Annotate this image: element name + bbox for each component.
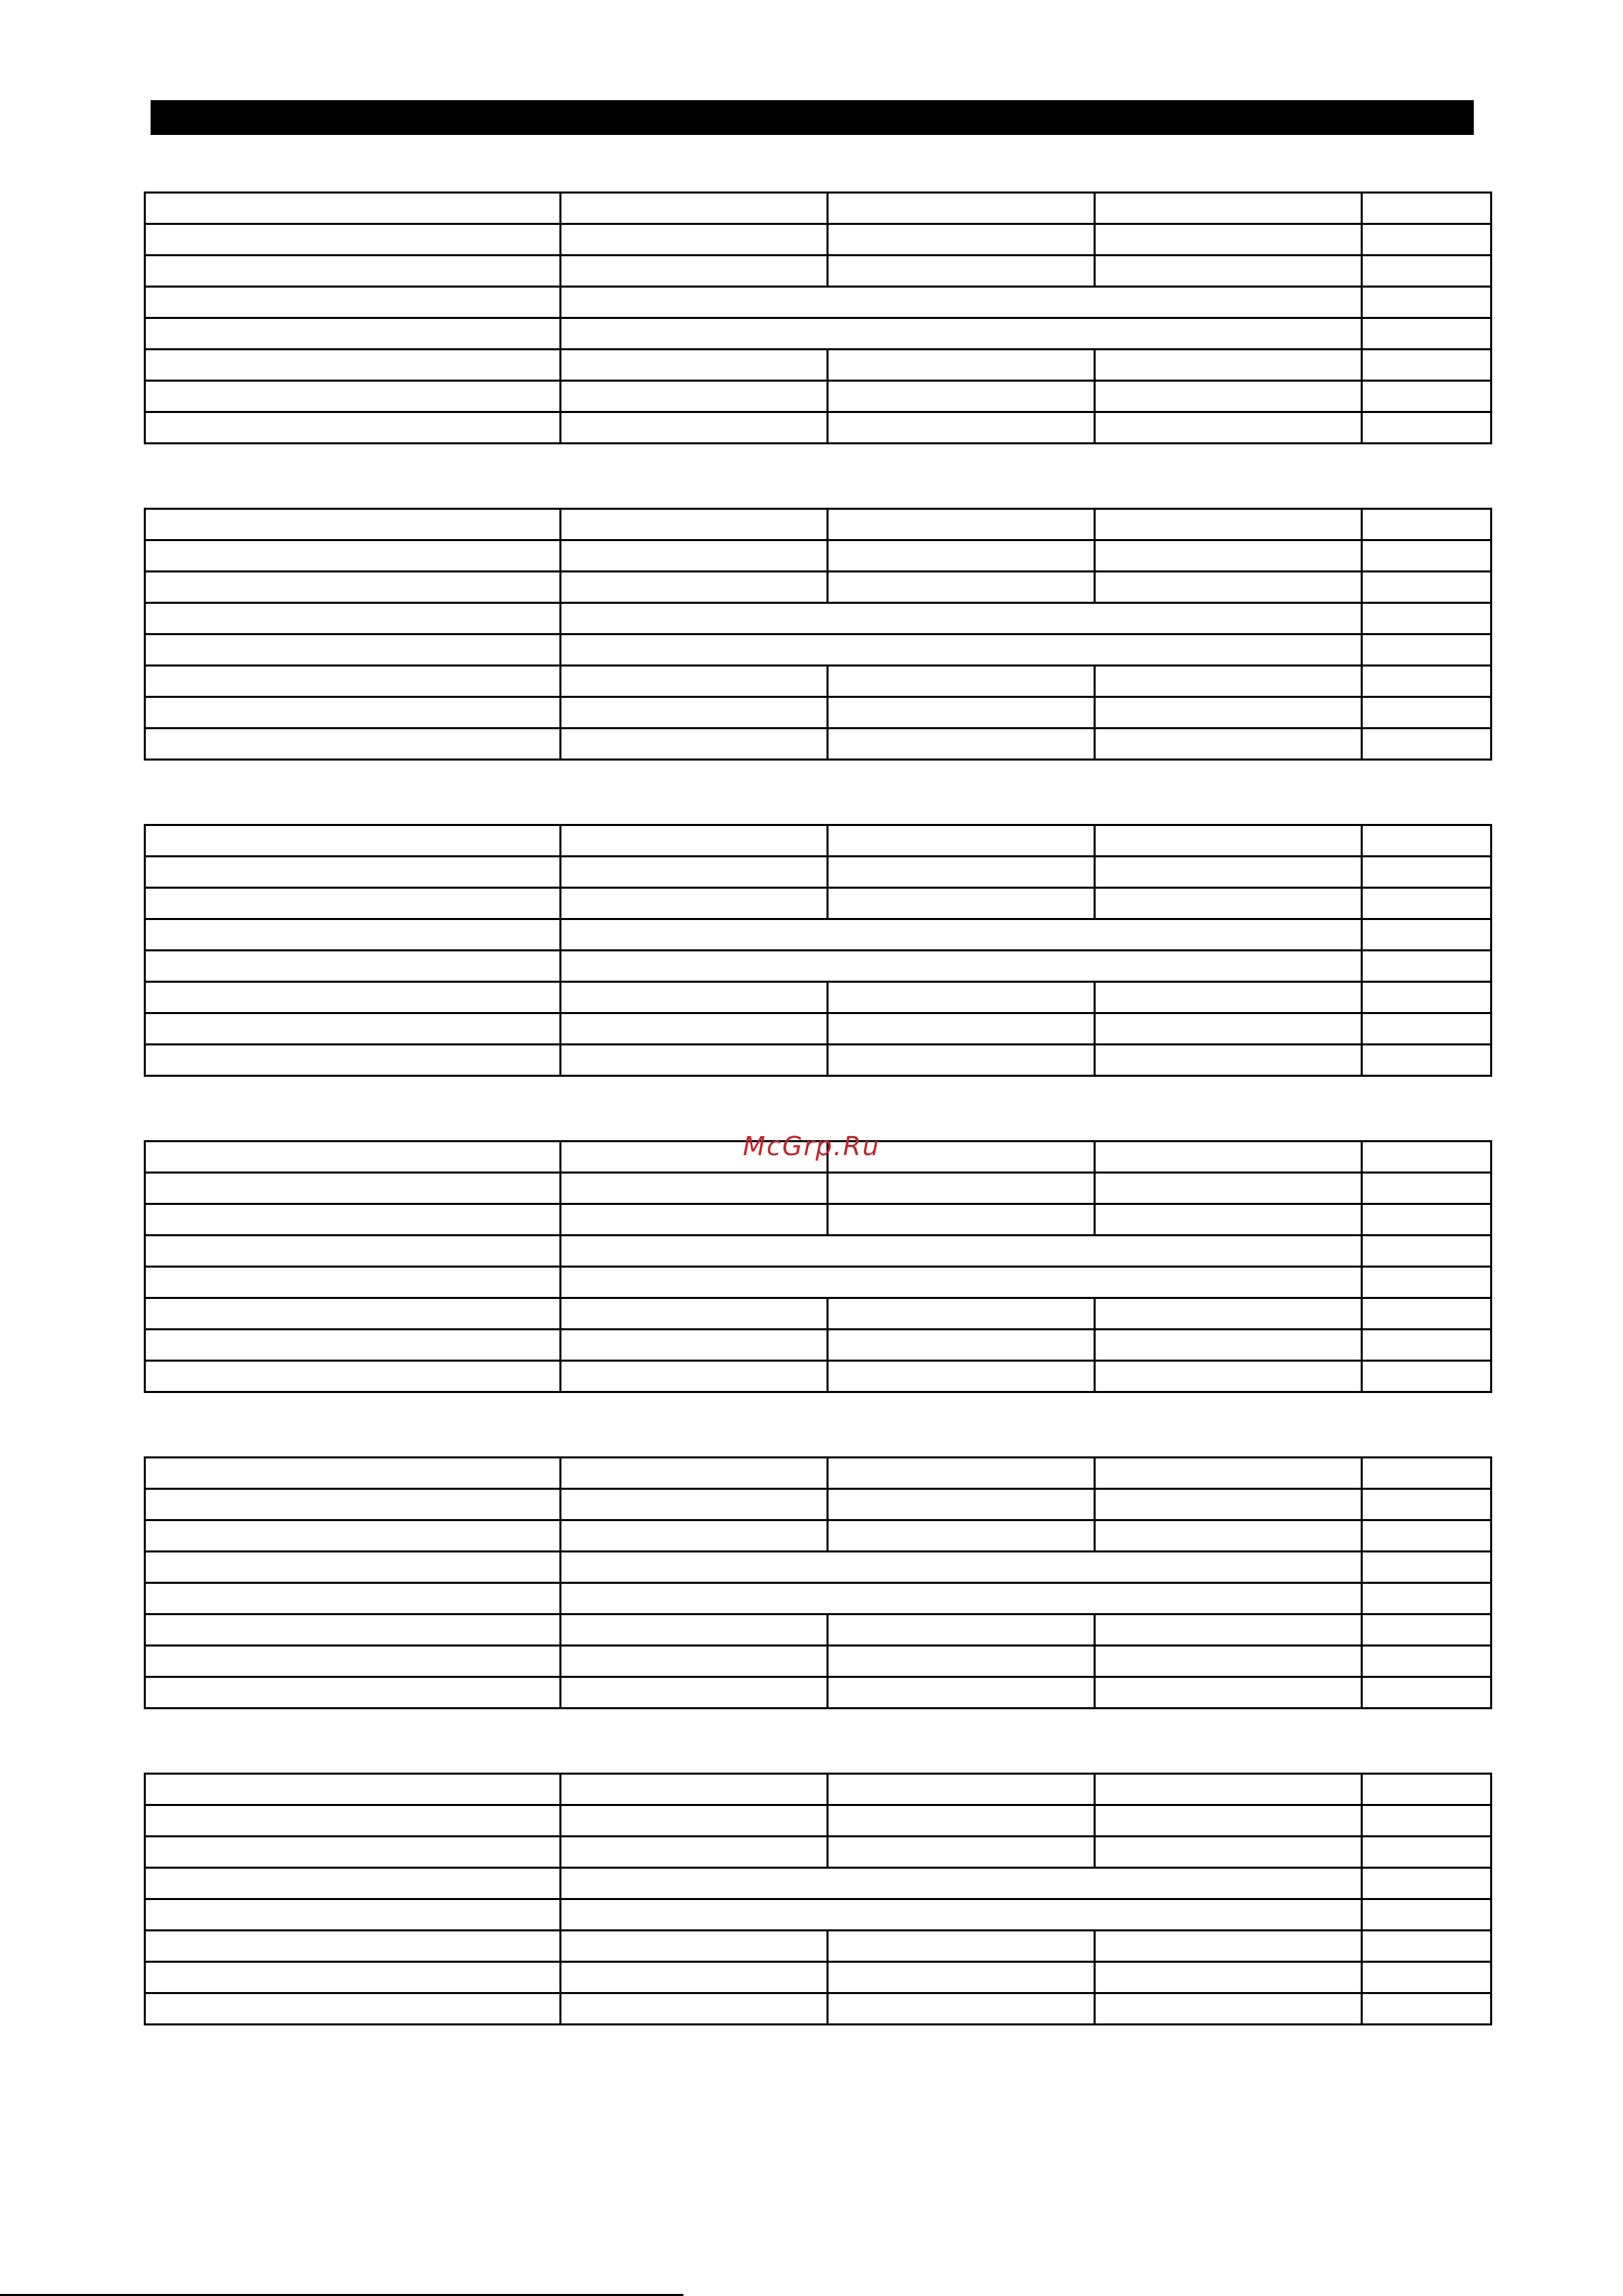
table-row: [145, 318, 1491, 350]
table-cell: [828, 509, 1095, 540]
table-cell: [1362, 1045, 1491, 1076]
table-cell: [1095, 193, 1362, 224]
table-cell: [561, 1173, 828, 1204]
table-row: [145, 1045, 1491, 1076]
table-cell: [828, 1993, 1095, 2025]
table-cell: [1095, 1677, 1362, 1709]
table-cell: [1095, 825, 1362, 857]
table-cell: [1362, 1614, 1491, 1646]
table-cell: [561, 1899, 1362, 1931]
table-row: [145, 1646, 1491, 1677]
table-row: [145, 1614, 1491, 1646]
table-row: [145, 1993, 1491, 2025]
table-cell: [561, 1489, 828, 1520]
table-cell: [145, 1677, 561, 1709]
table-cell: [561, 540, 828, 572]
table-cell: [1095, 1489, 1362, 1520]
table-cell: [145, 888, 561, 919]
table-row: [145, 1962, 1491, 1993]
table-cell: [145, 381, 561, 412]
table-cell: [1095, 540, 1362, 572]
table-row: [145, 1868, 1491, 1899]
table-cell: [1095, 1173, 1362, 1204]
table-cell: [561, 1458, 828, 1489]
table-cell: [561, 825, 828, 857]
table-cell: [561, 634, 1362, 666]
table-cell: [1362, 287, 1491, 318]
table-cell: [828, 256, 1095, 287]
table-cell: [1362, 1677, 1491, 1709]
table-row: [145, 1173, 1491, 1204]
table-cell: [1095, 1646, 1362, 1677]
table-cell: [828, 193, 1095, 224]
table-cell: [561, 412, 828, 444]
table-cell: [1362, 1173, 1491, 1204]
table-row: [145, 1552, 1491, 1583]
table-cell: [561, 951, 1362, 982]
table-cell: [561, 1868, 1362, 1899]
table-cell: [561, 193, 828, 224]
table-cell: [828, 1805, 1095, 1837]
table-cell: [145, 572, 561, 603]
table-cell: [145, 919, 561, 951]
table-row: [145, 224, 1491, 256]
table-cell: [1362, 1458, 1491, 1489]
table-cell: [828, 1677, 1095, 1709]
table-cell: [828, 1931, 1095, 1962]
table-row: [145, 1931, 1491, 1962]
table-cell: [1095, 1013, 1362, 1045]
table-cell: [1095, 857, 1362, 888]
table-cell: [145, 729, 561, 760]
watermark-text: McGrp.Ru: [743, 1131, 880, 1161]
table-cell: [145, 825, 561, 857]
table-cell: [1362, 1330, 1491, 1361]
table-row: [145, 888, 1491, 919]
table-row: [145, 634, 1491, 666]
table-cell: [1362, 1899, 1491, 1931]
table-cell: [561, 256, 828, 287]
table-cell: [561, 350, 828, 381]
table-cell: [828, 729, 1095, 760]
table-cell: [1362, 412, 1491, 444]
table-cell: [1362, 1236, 1491, 1267]
table-cell: [145, 1361, 561, 1392]
table-cell: [828, 572, 1095, 603]
table-cell: [145, 634, 561, 666]
table-cell: [561, 982, 828, 1013]
table-cell: [828, 381, 1095, 412]
table-cell: [561, 1267, 1362, 1298]
table-cell: [145, 857, 561, 888]
table-row: [145, 381, 1491, 412]
table-cell: [1362, 697, 1491, 729]
table-cell: [1362, 1489, 1491, 1520]
table-cell: [1095, 666, 1362, 697]
table-row: [145, 256, 1491, 287]
table-cell: [1095, 1458, 1362, 1489]
table-cell: [561, 1520, 828, 1552]
table-cell: [1362, 982, 1491, 1013]
table-cell: [828, 1013, 1095, 1045]
table-row: [145, 919, 1491, 951]
table-cell: [828, 1361, 1095, 1392]
spec-table: [144, 824, 1492, 1077]
table-cell: [828, 1520, 1095, 1552]
table-cell: [1362, 540, 1491, 572]
table-cell: [561, 1298, 828, 1330]
table-cell: [1095, 1330, 1362, 1361]
table-cell: [561, 1045, 828, 1076]
table-cell: [561, 1993, 828, 2025]
table-cell: [145, 1013, 561, 1045]
table-cell: [145, 1520, 561, 1552]
table-cell: [145, 193, 561, 224]
table-cell: [1362, 888, 1491, 919]
table-cell: [145, 1330, 561, 1361]
table-cell: [145, 1931, 561, 1962]
table-cell: [1095, 350, 1362, 381]
table-cell: [1362, 666, 1491, 697]
table-cell: [1362, 224, 1491, 256]
table-cell: [561, 697, 828, 729]
table-cell: [1095, 697, 1362, 729]
table-cell: [828, 1298, 1095, 1330]
table-row: [145, 1267, 1491, 1298]
table-cell: [1095, 1774, 1362, 1805]
table-cell: [561, 1204, 828, 1236]
table-cell: [145, 1993, 561, 2025]
table-cell: [828, 857, 1095, 888]
table-cell: [1362, 1583, 1491, 1614]
table-row: [145, 572, 1491, 603]
table-cell: [561, 1330, 828, 1361]
table-cell: [1362, 1774, 1491, 1805]
table-row: [145, 509, 1491, 540]
table-cell: [145, 287, 561, 318]
table-row: [145, 857, 1491, 888]
table-cell: [1362, 825, 1491, 857]
table-row: [145, 1489, 1491, 1520]
table-cell: [561, 224, 828, 256]
table-cell: [1095, 1805, 1362, 1837]
table-cell: [828, 888, 1095, 919]
table-cell: [145, 509, 561, 540]
table-cell: [1362, 919, 1491, 951]
table-cell: [561, 857, 828, 888]
table-cell: [145, 697, 561, 729]
table-row: [145, 697, 1491, 729]
table-cell: [1362, 1646, 1491, 1677]
table-row: [145, 1583, 1491, 1614]
table-cell: [145, 1868, 561, 1899]
spec-table: [144, 1456, 1492, 1709]
table-cell: [1095, 1993, 1362, 2025]
table-cell: [145, 540, 561, 572]
table-cell: [1095, 381, 1362, 412]
table-cell: [1095, 1045, 1362, 1076]
table-cell: [1095, 982, 1362, 1013]
table-cell: [145, 224, 561, 256]
table-row: [145, 1330, 1491, 1361]
table-cell: [1095, 572, 1362, 603]
table-cell: [1095, 888, 1362, 919]
table-cell: [1095, 1837, 1362, 1868]
table-cell: [1362, 1361, 1491, 1392]
table-cell: [1362, 256, 1491, 287]
table-cell: [828, 412, 1095, 444]
table-cell: [561, 1677, 828, 1709]
table-cell: [1095, 1361, 1362, 1392]
table-row: [145, 1899, 1491, 1931]
table-cell: [561, 381, 828, 412]
table-cell: [561, 1774, 828, 1805]
table-cell: [1362, 1520, 1491, 1552]
table-row: [145, 1458, 1491, 1489]
table-cell: [1362, 193, 1491, 224]
table-row: [145, 666, 1491, 697]
table-cell: [828, 1204, 1095, 1236]
table-cell: [561, 603, 1362, 634]
table-cell: [145, 1489, 561, 1520]
table-cell: [1362, 1552, 1491, 1583]
table-cell: [145, 1962, 561, 1993]
table-cell: [1362, 1868, 1491, 1899]
table-cell: [1362, 857, 1491, 888]
table-cell: [1362, 1204, 1491, 1236]
table-cell: [828, 1330, 1095, 1361]
table-cell: [145, 1045, 561, 1076]
table-cell: [145, 1267, 561, 1298]
table-cell: [561, 1552, 1362, 1583]
table-cell: [1362, 1837, 1491, 1868]
table-cell: [145, 1583, 561, 1614]
table-cell: [561, 572, 828, 603]
table-row: [145, 1774, 1491, 1805]
table-row: [145, 729, 1491, 760]
table-cell: [1362, 1267, 1491, 1298]
table-cell: [145, 1173, 561, 1204]
table-cell: [145, 412, 561, 444]
table-cell: [145, 603, 561, 634]
table-cell: [145, 951, 561, 982]
table-cell: [1362, 729, 1491, 760]
table-cell: [145, 1805, 561, 1837]
table-cell: [828, 1489, 1095, 1520]
table-cell: [145, 1458, 561, 1489]
table-row: [145, 1837, 1491, 1868]
table-cell: [561, 1013, 828, 1045]
table-cell: [561, 729, 828, 760]
table-cell: [145, 666, 561, 697]
table-cell: [1095, 1298, 1362, 1330]
table-cell: [828, 1458, 1095, 1489]
table-cell: [561, 1236, 1362, 1267]
table-cell: [1362, 951, 1491, 982]
table-cell: [1095, 1931, 1362, 1962]
table-cell: [1095, 412, 1362, 444]
table-cell: [828, 224, 1095, 256]
table-cell: [828, 697, 1095, 729]
table-cell: [561, 919, 1362, 951]
table-cell: [828, 540, 1095, 572]
table-cell: [145, 1614, 561, 1646]
table-cell: [1362, 1805, 1491, 1837]
table-row: [145, 1677, 1491, 1709]
table-cell: [145, 1552, 561, 1583]
table-cell: [561, 1962, 828, 1993]
table-cell: [1362, 318, 1491, 350]
table-cell: [828, 825, 1095, 857]
table-row: [145, 1204, 1491, 1236]
table-cell: [145, 1646, 561, 1677]
table-cell: [561, 1837, 828, 1868]
table-cell: [1362, 634, 1491, 666]
table-cell: [1362, 1298, 1491, 1330]
table-cell: [828, 1614, 1095, 1646]
table-cell: [561, 1614, 828, 1646]
table-cell: [828, 1173, 1095, 1204]
table-cell: [1095, 1614, 1362, 1646]
table-cell: [145, 1899, 561, 1931]
table-row: [145, 287, 1491, 318]
spec-table: [144, 1140, 1492, 1393]
table-row: [145, 982, 1491, 1013]
table-cell: [145, 1837, 561, 1868]
table-cell: [828, 350, 1095, 381]
table-row: [145, 1236, 1491, 1267]
table-cell: [1362, 509, 1491, 540]
table-cell: [828, 1962, 1095, 1993]
table-cell: [561, 666, 828, 697]
table-row: [145, 1520, 1491, 1552]
table-row: [145, 1013, 1491, 1045]
table-row: [145, 193, 1491, 224]
table-cell: [1362, 1931, 1491, 1962]
table-cell: [1095, 1204, 1362, 1236]
table-cell: [1362, 572, 1491, 603]
table-cell: [828, 1774, 1095, 1805]
table-cell: [561, 1361, 828, 1392]
table-cell: [561, 287, 1362, 318]
tables-container: [144, 192, 1490, 2025]
table-cell: [1362, 381, 1491, 412]
table-row: [145, 825, 1491, 857]
table-cell: [1362, 350, 1491, 381]
table-row: [145, 1298, 1491, 1330]
table-cell: [561, 1646, 828, 1677]
table-cell: [145, 256, 561, 287]
table-cell: [1095, 256, 1362, 287]
table-cell: [1362, 1993, 1491, 2025]
table-cell: [561, 318, 1362, 350]
table-row: [145, 412, 1491, 444]
table-cell: [145, 1204, 561, 1236]
table-row: [145, 1361, 1491, 1392]
table-cell: [145, 982, 561, 1013]
table-cell: [561, 509, 828, 540]
table-cell: [828, 1837, 1095, 1868]
table-cell: [1095, 1520, 1362, 1552]
table-row: [145, 350, 1491, 381]
spec-table: [144, 1773, 1492, 2025]
table-cell: [145, 1298, 561, 1330]
table-cell: [1362, 1013, 1491, 1045]
table-row: [145, 540, 1491, 572]
table-cell: [145, 350, 561, 381]
table-row: [145, 951, 1491, 982]
table-cell: [145, 1236, 561, 1267]
spec-table: [144, 192, 1492, 444]
table-cell: [1362, 1962, 1491, 1993]
table-cell: [1362, 603, 1491, 634]
table-cell: [561, 888, 828, 919]
table-cell: [145, 1774, 561, 1805]
table-cell: [1095, 224, 1362, 256]
table-row: [145, 603, 1491, 634]
table-cell: [1095, 1962, 1362, 1993]
table-cell: [828, 1646, 1095, 1677]
table-cell: [1095, 729, 1362, 760]
table-cell: [828, 666, 1095, 697]
table-cell: [145, 318, 561, 350]
table-cell: [828, 1045, 1095, 1076]
table-cell: [561, 1931, 828, 1962]
spec-table: [144, 508, 1492, 761]
table-cell: [561, 1805, 828, 1837]
table-cell: [1095, 509, 1362, 540]
header-bar: [151, 100, 1474, 135]
table-cell: [828, 982, 1095, 1013]
table-cell: [561, 1583, 1362, 1614]
table-row: [145, 1805, 1491, 1837]
